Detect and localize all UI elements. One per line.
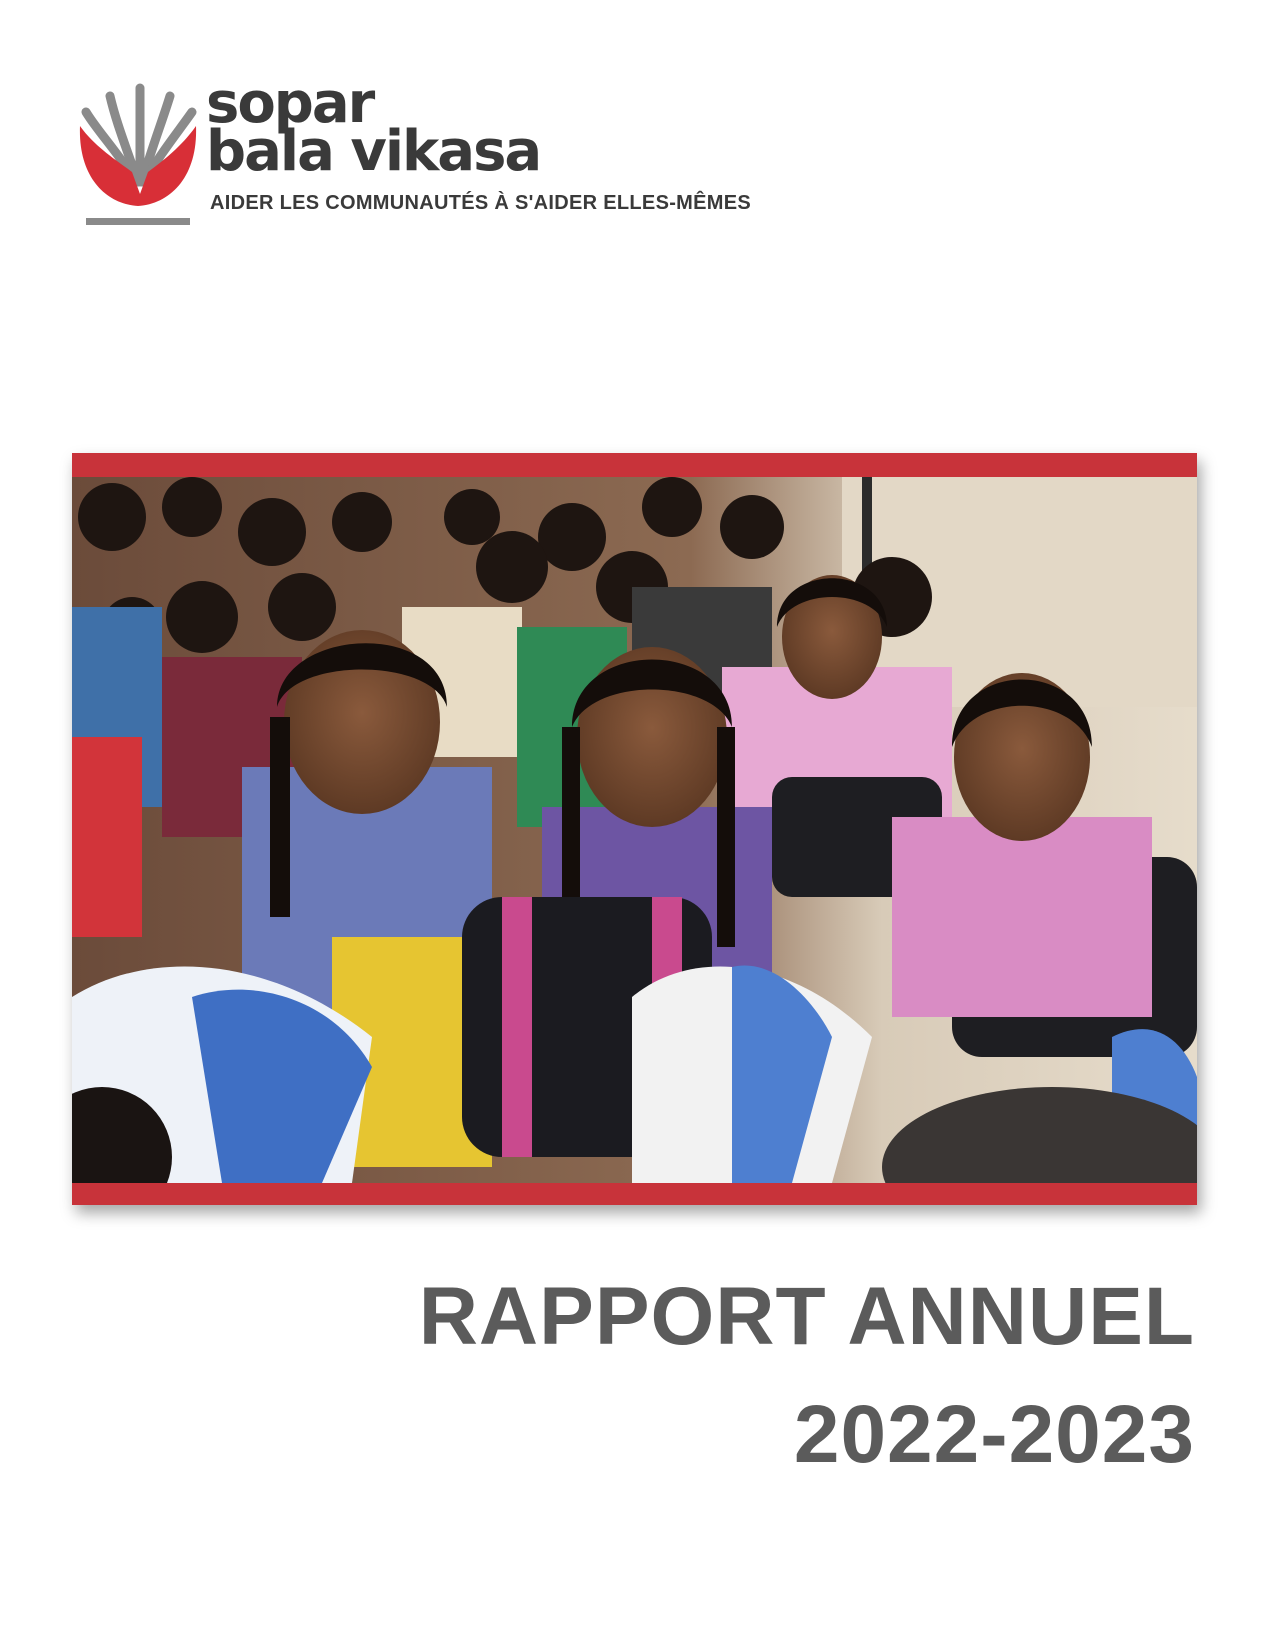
cover-photo (72, 477, 1197, 1183)
organization-tagline: AIDER LES COMMUNAUTÉS À S'AIDER ELLES-MÊMES (210, 192, 752, 214)
organization-logo (78, 71, 838, 232)
brand-name-line1: sopar (206, 71, 374, 136)
lotus-fountain-icon (78, 82, 198, 232)
report-year: 2022-2023 (793, 1389, 1195, 1480)
cover-photo-frame (72, 453, 1197, 1205)
photo-top-bar (72, 453, 1197, 477)
photo-bottom-bar (72, 1183, 1197, 1205)
report-title: RAPPORT ANNUEL (418, 1271, 1195, 1362)
brand-name-line2: bala vikasa (206, 119, 541, 184)
